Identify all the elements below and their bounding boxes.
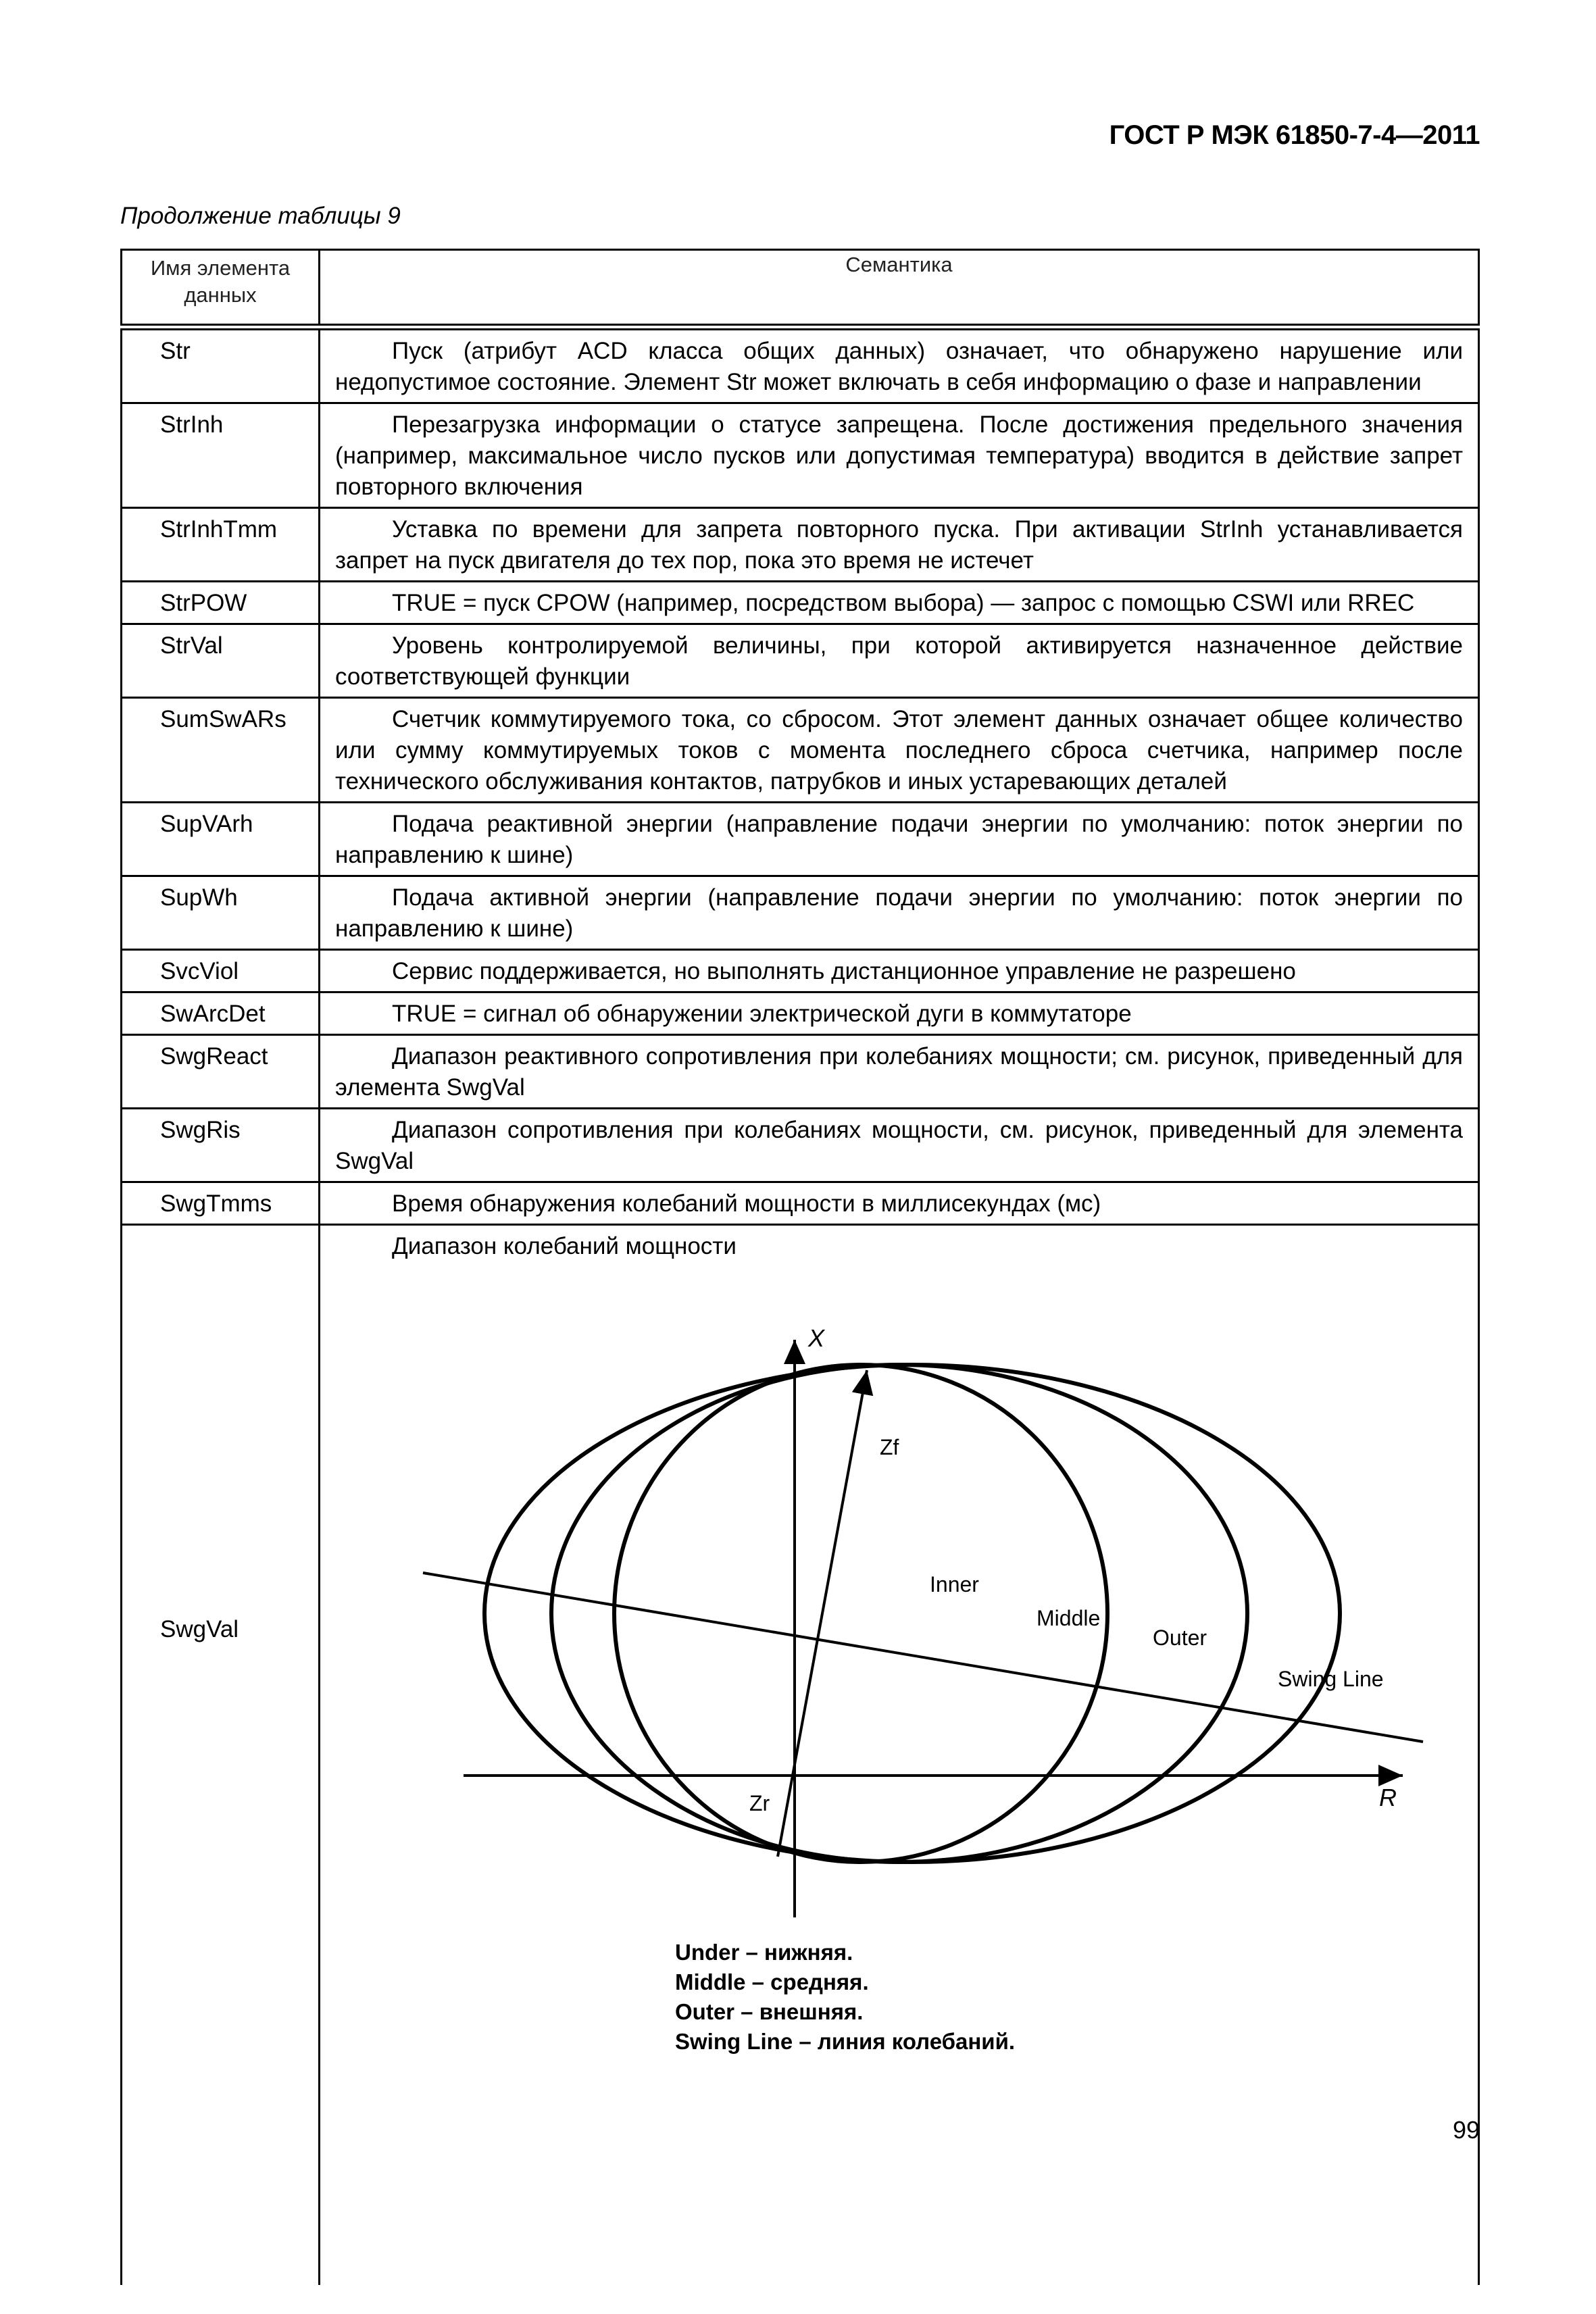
element-semantics: TRUE = сигнал об обнаружении электрической дуги в коммутаторе — [392, 1001, 1132, 1027]
table-row — [122, 327, 1479, 403]
element-semantics: Сервис поддерживается, но выполнять дистанционное управление не разрешено — [392, 958, 1296, 984]
legend-item-under: Under – нижняя. — [675, 1940, 853, 1965]
table-row — [122, 1182, 1479, 1225]
axis-x-label: X — [808, 1324, 825, 1352]
element-semantics: Подача активной энергии (направление подачи энергии по умолчанию: поток энергии по направлению к шине) — [335, 884, 1463, 942]
element-name: SumSwARs — [122, 698, 320, 803]
zf-zr-vector — [778, 1370, 867, 1857]
column-header-semantics: Семантика — [320, 250, 1479, 328]
table-row — [122, 582, 1479, 624]
legend-item-swing-line: Swing Line – линия колебаний. — [675, 2029, 1016, 2054]
element-semantics: Подача реактивной энергии (направление подачи энергии по умолчанию: поток энергии по направлению к шине) — [335, 811, 1463, 868]
element-semantics: Диапазон реактивного сопротивления при колебаниях мощности; см. рисунок, приведенный для элемента SwgVal — [335, 1043, 1463, 1101]
axis-r-label: R — [1379, 1784, 1397, 1811]
element-name: SwArcDet — [122, 992, 320, 1035]
table-row — [122, 1035, 1479, 1109]
element-name: SupWh — [122, 876, 320, 950]
table-row — [122, 698, 1479, 803]
standard-header: ГОСТ Р МЭК 61850-7-4—2011 — [1109, 120, 1480, 150]
element-name: StrInhTmm — [122, 508, 320, 582]
inner-label: Inner — [930, 1572, 979, 1596]
swing-diagram — [335, 1262, 1463, 2054]
element-name: StrPOW — [122, 582, 320, 624]
swing-diagram-svg — [335, 1262, 1484, 1938]
element-semantics: Пуск (атрибут ACD класса общих данных) означает, что обнаружено нарушение или недопустимое состояние. Элемент Str может включать в себя информацию о фазе и направлении — [335, 338, 1463, 395]
legend-item-outer: Outer – внешняя. — [675, 1999, 864, 2024]
element-name: SupVArh — [122, 803, 320, 876]
table-row — [122, 876, 1479, 950]
element-name: SwgVal — [122, 1225, 320, 2286]
table-row — [122, 508, 1479, 582]
table-row — [122, 403, 1479, 508]
element-name: SwgReact — [122, 1035, 320, 1109]
inner-circle — [614, 1365, 1107, 1862]
table-row — [122, 803, 1479, 876]
swing-line — [423, 1573, 1423, 1742]
zf-label: Zf — [880, 1435, 899, 1459]
element-name: StrInh — [122, 403, 320, 508]
element-semantics: Перезагрузка информации о статусе запрещена. После достижения предельного значения (например, максимальное число пусков или допустимая температура) вводится в действие запрет повторного включения — [335, 411, 1463, 500]
element-name: SwgRis — [122, 1109, 320, 1182]
element-semantics: Диапазон колебаний мощности — [392, 1233, 737, 1259]
element-name: SwgTmms — [122, 1182, 320, 1225]
middle-label: Middle — [1037, 1606, 1101, 1630]
element-semantics: Диапазон сопротивления при колебаниях мощности, см. рисунок, приведенный для элемента SwgVal — [335, 1117, 1463, 1174]
element-name: Str — [122, 327, 320, 403]
swing-line-label: Swing Line — [1278, 1667, 1384, 1691]
table-row-swgval — [122, 1225, 1479, 2286]
element-semantics: Счетчик коммутируемого тока, со сбросом. Этот элемент данных означает общее количество или сумму коммутируемых токов с момента последнего сброса счетчика, например после технического обслуживания контактов, патрубков и иных устаревающих деталей — [335, 706, 1463, 795]
element-semantics: Время обнаружения колебаний мощности в миллисекундах (мс) — [392, 1190, 1101, 1217]
element-semantics: Уровень контролируемой величины, при которой активируется назначенное действие соответствующей функции — [335, 632, 1463, 690]
zr-label: Zr — [749, 1791, 770, 1815]
table-row — [122, 992, 1479, 1035]
column-header-name: Имя элемента данных — [122, 250, 320, 328]
table-row — [122, 1109, 1479, 1182]
element-name: SvcViol — [122, 950, 320, 992]
element-name: StrVal — [122, 624, 320, 698]
element-semantics: TRUE = пуск CPOW (например, посредством выбора) — запрос с помощью CSWI или RREC — [392, 590, 1415, 616]
table-caption: Продолжение таблицы 9 — [120, 203, 401, 229]
diagram-legend — [675, 1938, 1015, 2057]
table-row — [122, 950, 1479, 992]
legend-item-middle: Middle – средняя. — [675, 1969, 869, 1994]
data-elements-table — [120, 249, 1480, 2285]
element-semantics: Уставка по времени для запрета повторного пуска. При активации StrInh устанавливается запрет на пуск двигателя до тех пор, пока это время не истечет — [335, 516, 1463, 574]
table-row — [122, 624, 1479, 698]
outer-label: Outer — [1153, 1626, 1207, 1650]
page-number: 99 — [1452, 2116, 1480, 2144]
